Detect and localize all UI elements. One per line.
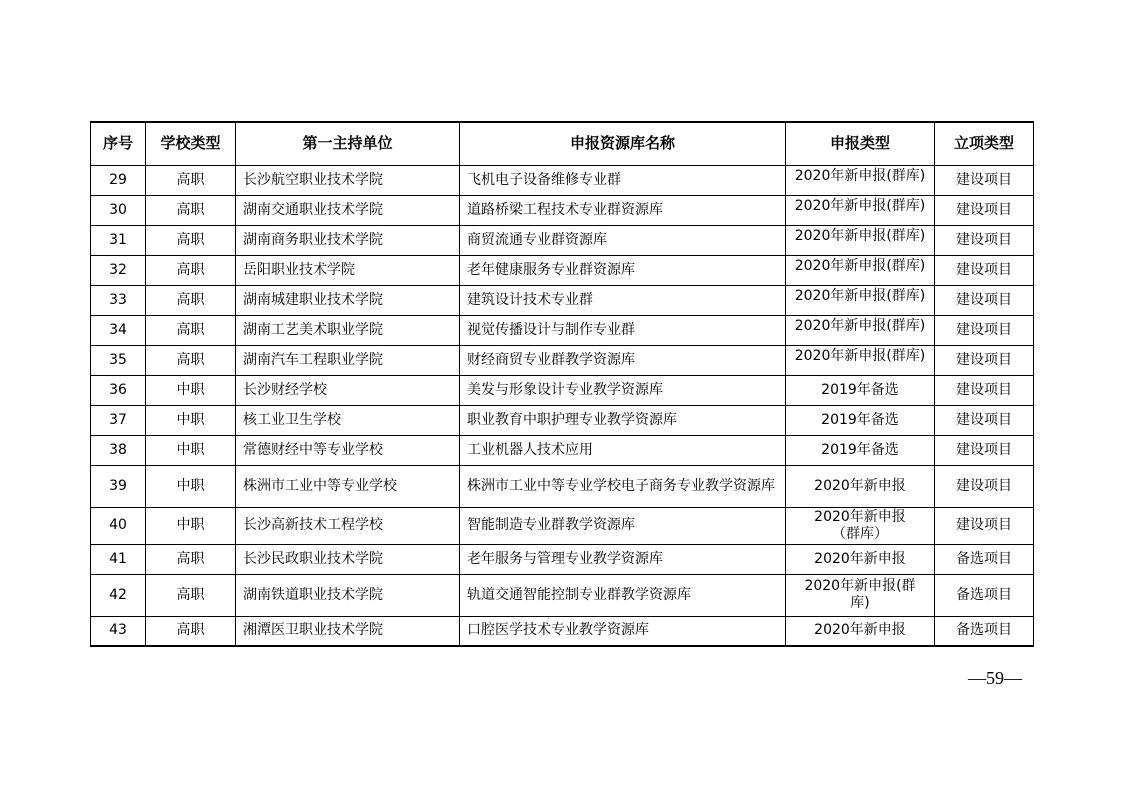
cell-project-type: 建设项目 (935, 315, 1034, 345)
cell-lead-unit: 长沙高新技术工程学校 (236, 507, 460, 544)
cell-library-name: 工业机器人技术应用 (460, 435, 786, 465)
cell-serial: 40 (91, 507, 146, 544)
cell-application-type (786, 255, 935, 285)
cell-school-type: 高职 (146, 255, 236, 285)
cell-application-type (786, 315, 935, 345)
table-row (91, 405, 1034, 435)
table-row (91, 195, 1034, 225)
cell-library-name: 口腔医学技术专业教学资源库 (460, 616, 786, 646)
cell-application-type (786, 574, 935, 616)
application-type-text: 2020年新申报(群库) (794, 167, 926, 184)
cell-library-name: 职业教育中职护理专业教学资源库 (460, 405, 786, 435)
cell-application-type (786, 507, 935, 544)
cell-serial: 30 (91, 195, 146, 225)
cell-school-type: 高职 (146, 315, 236, 345)
application-type-text: 2020年新申报(群库) (794, 227, 926, 244)
table-row (91, 225, 1034, 255)
cell-serial: 33 (91, 285, 146, 315)
cell-application-type (786, 195, 935, 225)
page-number: —59— (968, 668, 1022, 688)
table-row (91, 574, 1034, 616)
cell-application-type (786, 165, 935, 195)
cell-library-name: 飞机电子设备维修专业群 (460, 165, 786, 195)
application-type-text: 2020年新申报(群库) (794, 197, 926, 214)
cell-library-name: 道路桥梁工程技术专业群资源库 (460, 195, 786, 225)
cell-lead-unit: 核工业卫生学校 (236, 405, 460, 435)
cell-lead-unit: 湖南铁道职业技术学院 (236, 574, 460, 616)
cell-school-type: 高职 (146, 544, 236, 574)
cell-project-type: 备选项目 (935, 574, 1034, 616)
cell-application-type: 2019年备选 (786, 435, 935, 465)
cell-school-type: 高职 (146, 285, 236, 315)
cell-application-type (786, 345, 935, 375)
application-type-text: 2020年新申报（群库） (814, 508, 906, 542)
cell-lead-unit: 湖南交通职业技术学院 (236, 195, 460, 225)
cell-school-type: 中职 (146, 405, 236, 435)
header-library-name: 申报资源库名称 (460, 122, 786, 165)
cell-project-type: 建设项目 (935, 285, 1034, 315)
cell-library-name: 建筑设计技术专业群 (460, 285, 786, 315)
cell-school-type: 中职 (146, 465, 236, 507)
cell-project-type: 建设项目 (935, 165, 1034, 195)
cell-project-type: 建设项目 (935, 465, 1034, 507)
cell-project-type: 备选项目 (935, 544, 1034, 574)
cell-school-type: 高职 (146, 225, 236, 255)
cell-project-type: 建设项目 (935, 375, 1034, 405)
cell-lead-unit: 湘潭医卫职业技术学院 (236, 616, 460, 646)
resource-library-table (90, 121, 1034, 647)
table-row (91, 616, 1034, 646)
cell-project-type: 建设项目 (935, 345, 1034, 375)
header-project-type: 立项类型 (935, 122, 1034, 165)
cell-application-type: 2019年备选 (786, 405, 935, 435)
application-type-text: 2020年新申报(群库) (794, 317, 926, 334)
cell-library-name: 财经商贸专业群教学资源库 (460, 345, 786, 375)
cell-serial: 32 (91, 255, 146, 285)
cell-serial: 38 (91, 435, 146, 465)
cell-school-type: 高职 (146, 165, 236, 195)
cell-application-type (786, 225, 935, 255)
table-row (91, 544, 1034, 574)
cell-lead-unit: 湖南汽车工程职业学院 (236, 345, 460, 375)
cell-library-name: 美发与形象设计专业教学资源库 (460, 375, 786, 405)
cell-library-name: 轨道交通智能控制专业群教学资源库 (460, 574, 786, 616)
cell-serial: 35 (91, 345, 146, 375)
application-type-text: 2020年新申报(群库) (794, 347, 926, 364)
cell-project-type: 建设项目 (935, 195, 1034, 225)
cell-lead-unit: 岳阳职业技术学院 (236, 255, 460, 285)
cell-serial: 41 (91, 544, 146, 574)
table-body (91, 165, 1034, 646)
table-row (91, 165, 1034, 195)
application-type-text: 2020年新申报(群库) (794, 287, 926, 304)
table-row (91, 345, 1034, 375)
cell-library-name: 智能制造专业群教学资源库 (460, 507, 786, 544)
cell-library-name: 老年服务与管理专业教学资源库 (460, 544, 786, 574)
cell-school-type: 中职 (146, 435, 236, 465)
cell-application-type: 2019年备选 (786, 375, 935, 405)
table-row (91, 255, 1034, 285)
cell-project-type: 建设项目 (935, 507, 1034, 544)
cell-school-type: 中职 (146, 507, 236, 544)
cell-serial: 43 (91, 616, 146, 646)
table-row (91, 315, 1034, 345)
cell-application-type: 2020年新申报 (786, 616, 935, 646)
cell-project-type: 建设项目 (935, 225, 1034, 255)
cell-library-name: 视觉传播设计与制作专业群 (460, 315, 786, 345)
cell-school-type: 高职 (146, 574, 236, 616)
table-row (91, 465, 1034, 507)
cell-project-type: 备选项目 (935, 616, 1034, 646)
cell-project-type: 建设项目 (935, 405, 1034, 435)
cell-serial: 42 (91, 574, 146, 616)
cell-school-type: 高职 (146, 616, 236, 646)
cell-application-type (786, 285, 935, 315)
cell-lead-unit: 湖南城建职业技术学院 (236, 285, 460, 315)
table-row (91, 435, 1034, 465)
application-type-text: 2020年新申报(群库) (804, 578, 916, 611)
header-serial: 序号 (91, 122, 146, 165)
header-school-type: 学校类型 (146, 122, 236, 165)
cell-lead-unit: 湖南商务职业技术学院 (236, 225, 460, 255)
cell-school-type: 高职 (146, 195, 236, 225)
cell-lead-unit: 常德财经中等专业学校 (236, 435, 460, 465)
header-lead-unit: 第一主持单位 (236, 122, 460, 165)
table-header-row (91, 122, 1034, 165)
cell-serial: 39 (91, 465, 146, 507)
cell-school-type: 中职 (146, 375, 236, 405)
table-row (91, 285, 1034, 315)
cell-project-type: 建设项目 (935, 435, 1034, 465)
cell-lead-unit: 湖南工艺美术职业学院 (236, 315, 460, 345)
cell-project-type: 建设项目 (935, 255, 1034, 285)
cell-application-type: 2020年新申报 (786, 465, 935, 507)
cell-lead-unit: 株洲市工业中等专业学校 (236, 465, 460, 507)
cell-serial: 29 (91, 165, 146, 195)
cell-lead-unit: 长沙航空职业技术学院 (236, 165, 460, 195)
cell-library-name: 商贸流通专业群资源库 (460, 225, 786, 255)
cell-serial: 34 (91, 315, 146, 345)
application-type-text: 2020年新申报(群库) (794, 257, 926, 274)
table-row (91, 375, 1034, 405)
cell-library-name: 株洲市工业中等专业学校电子商务专业教学资源库 (460, 465, 786, 507)
cell-serial: 37 (91, 405, 146, 435)
table-row (91, 507, 1034, 544)
cell-library-name: 老年健康服务专业群资源库 (460, 255, 786, 285)
cell-lead-unit: 长沙民政职业技术学院 (236, 544, 460, 574)
cell-application-type: 2020年新申报 (786, 544, 935, 574)
cell-serial: 31 (91, 225, 146, 255)
cell-lead-unit: 长沙财经学校 (236, 375, 460, 405)
cell-serial: 36 (91, 375, 146, 405)
cell-school-type: 高职 (146, 345, 236, 375)
header-application-type: 申报类型 (786, 122, 935, 165)
